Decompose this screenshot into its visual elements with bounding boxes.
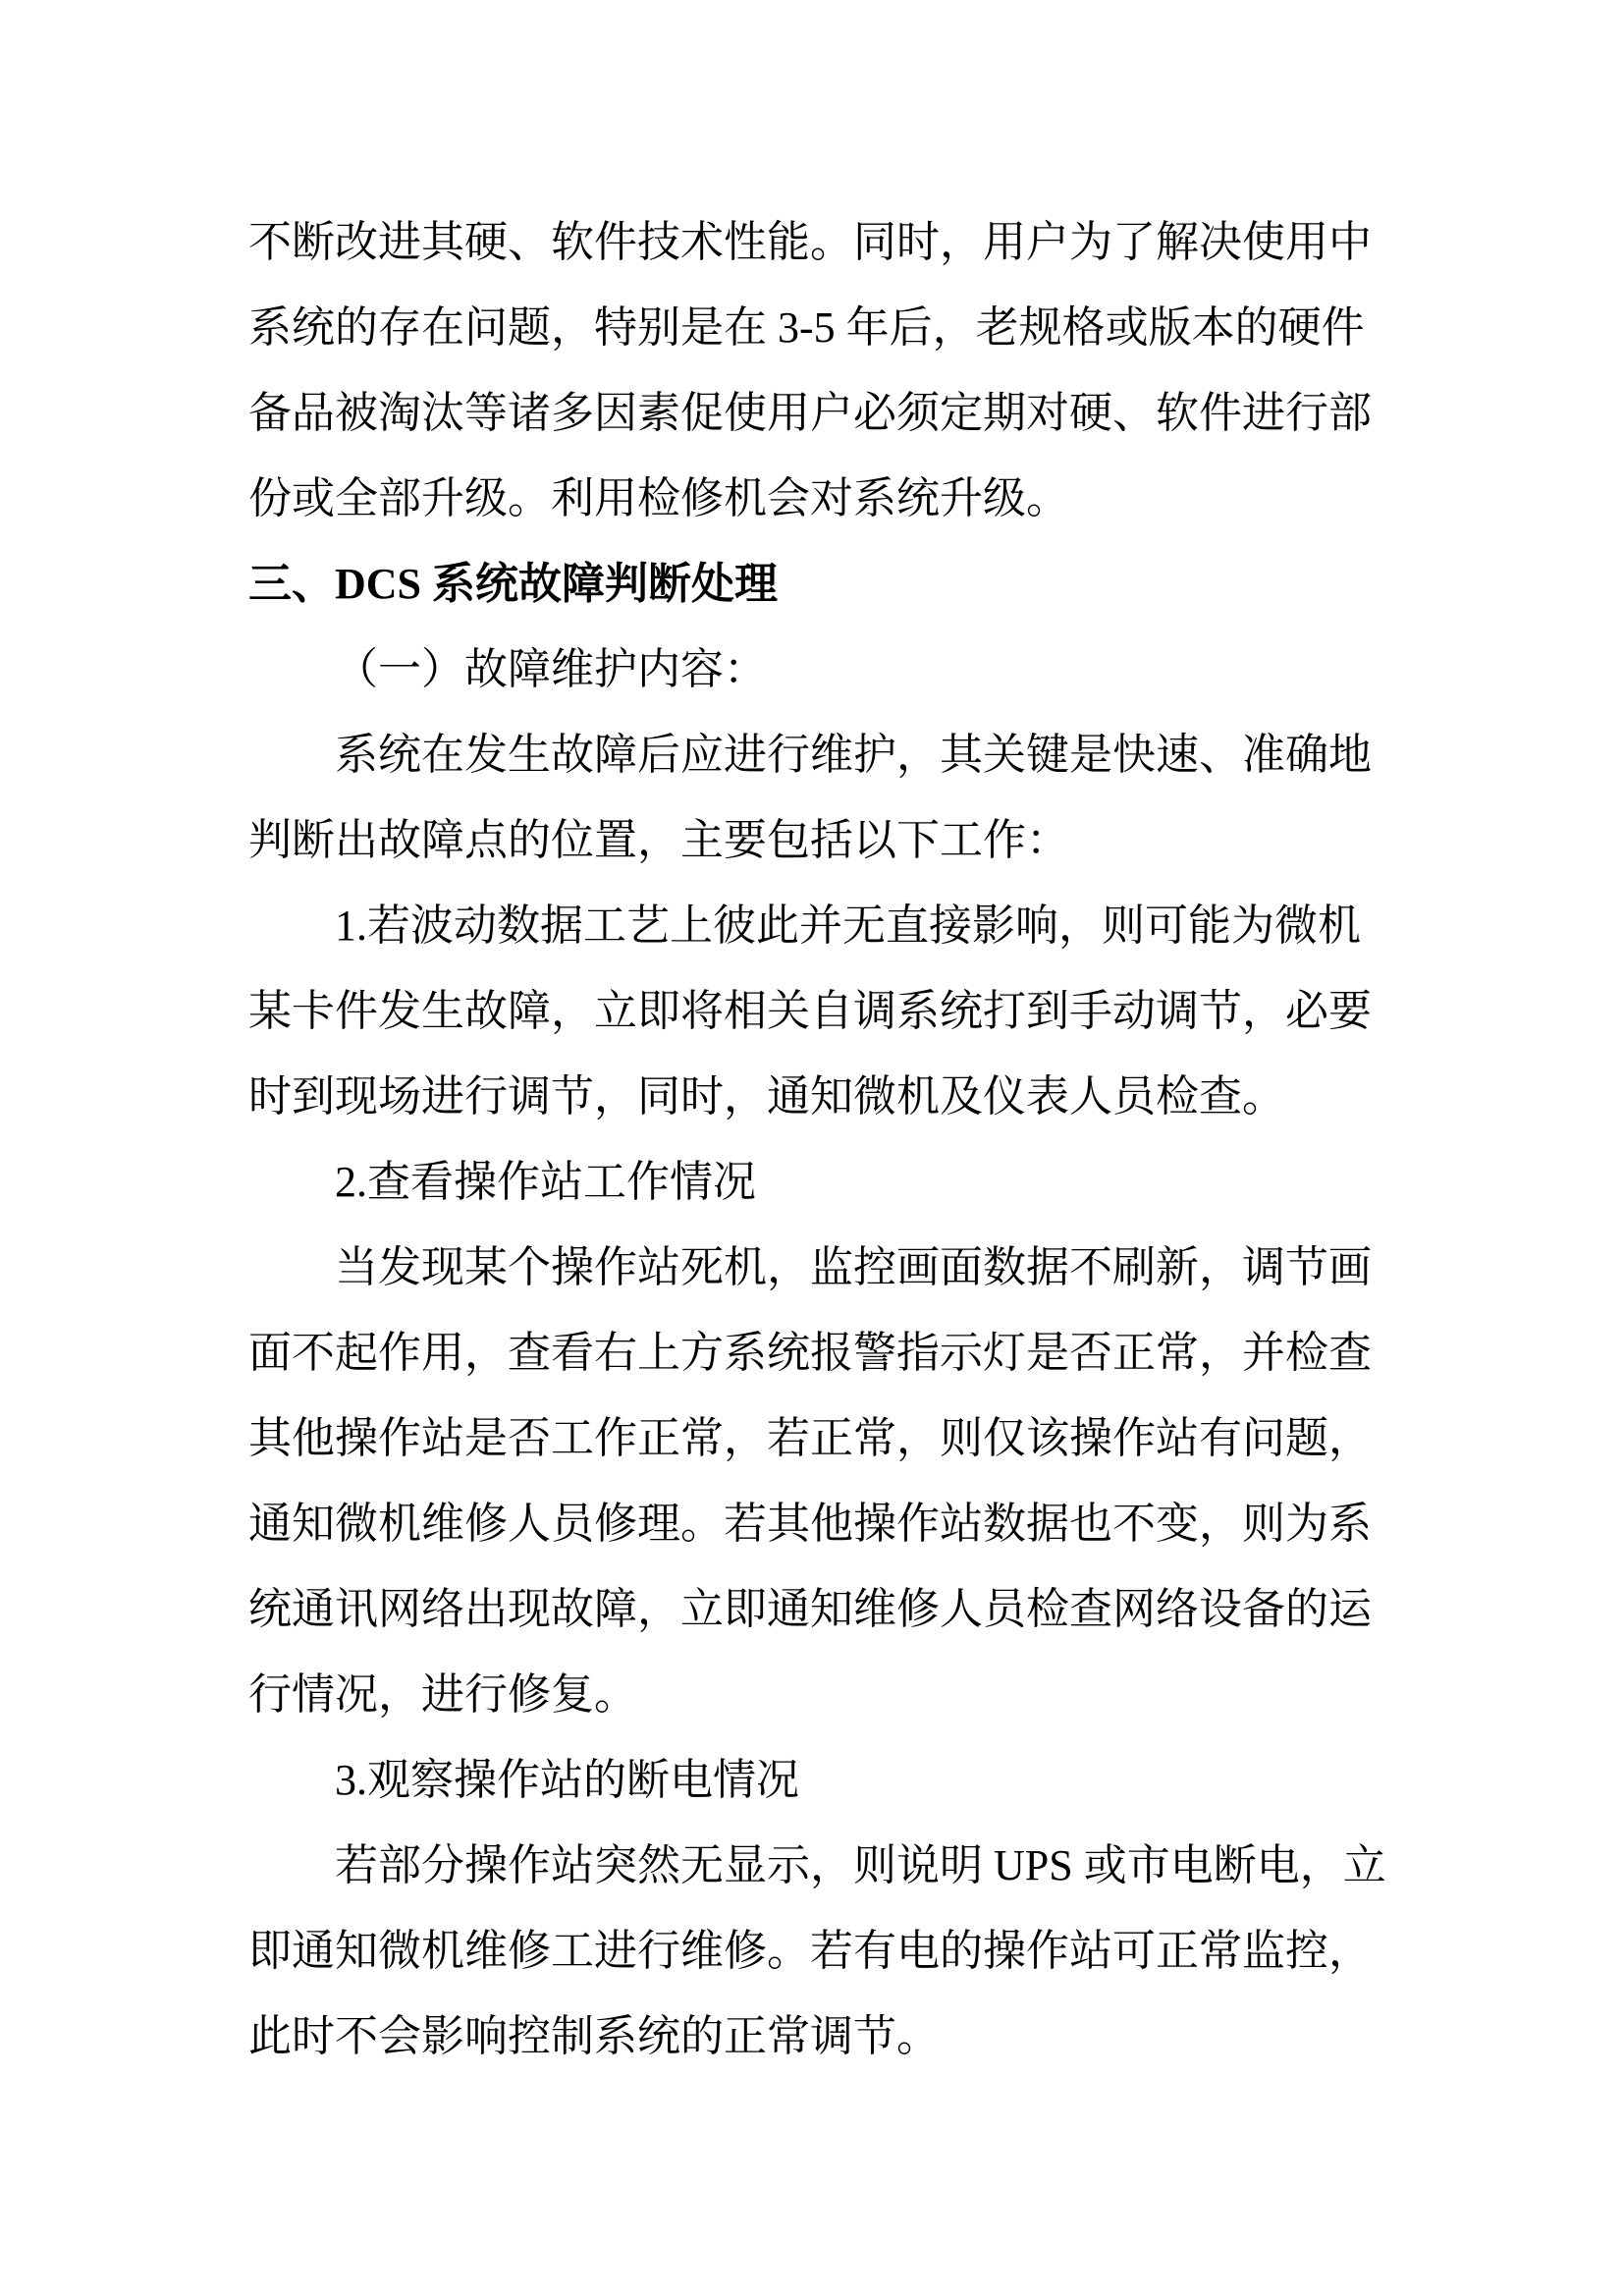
text-line: 系统的存在问题，特别是在 3-5 年后，老规格或版本的硬件	[248, 303, 1365, 352]
text-line: 系统在发生故障后应进行维护，其关键是快速、准确地	[335, 731, 1372, 779]
list-item-3: 3.观察操作站的断电情况	[335, 1756, 799, 1804]
text-line: 当发现某个操作站死机，监控画面数据不刷新，调节画	[335, 1243, 1372, 1291]
text-line: 统通讯网络出现故障，立即通知维修人员检查网络设备的运	[248, 1585, 1372, 1633]
text-block	[248, 199, 1386, 2079]
text-line: 备品被淘汰等诸多因素促使用户必须定期对硬、软件进行部	[248, 389, 1372, 437]
text-line: 不断改进其硬、软件技术性能。同时，用户为了解决使用中	[248, 218, 1372, 266]
list-item-1: 1.若波动数据工艺上彼此并无直接影响，则可能为微机	[335, 902, 1361, 950]
section-heading: 三、DCS 系统故障判断处理	[248, 560, 779, 608]
text-line: 时到现场进行调节，同时，通知微机及仪表人员检查。	[248, 1072, 1285, 1121]
text-line: 其他操作站是否工作正常，若正常，则仅该操作站有问题，	[248, 1414, 1372, 1462]
text-line: 某卡件发生故障，立即将相关自调系统打到手动调节，必要	[248, 987, 1372, 1035]
text-line: 即通知微机维修工进行维修。若有电的操作站可正常监控，	[248, 1927, 1372, 1975]
text-line: 判断出故障点的位置，主要包括以下工作：	[248, 816, 1069, 864]
subsection-heading: （一）故障维护内容：	[335, 645, 767, 693]
text-line: 若部分操作站突然无显示，则说明 UPS 或市电断电，立	[335, 1841, 1386, 1889]
text-line: 面不起作用，查看右上方系统报警指示灯是否正常，并检查	[248, 1329, 1372, 1377]
text-line: 此时不会影响控制系统的正常调节。	[248, 2012, 940, 2060]
text-line: 行情况，进行修复。	[248, 1670, 637, 1719]
list-item-2: 2.查看操作站工作情况	[335, 1158, 756, 1206]
text-line: 通知微机维修人员修理。若其他操作站数据也不变，则为系	[248, 1500, 1372, 1548]
text-line: 份或全部升级。利用检修机会对系统升级。	[248, 474, 1069, 522]
